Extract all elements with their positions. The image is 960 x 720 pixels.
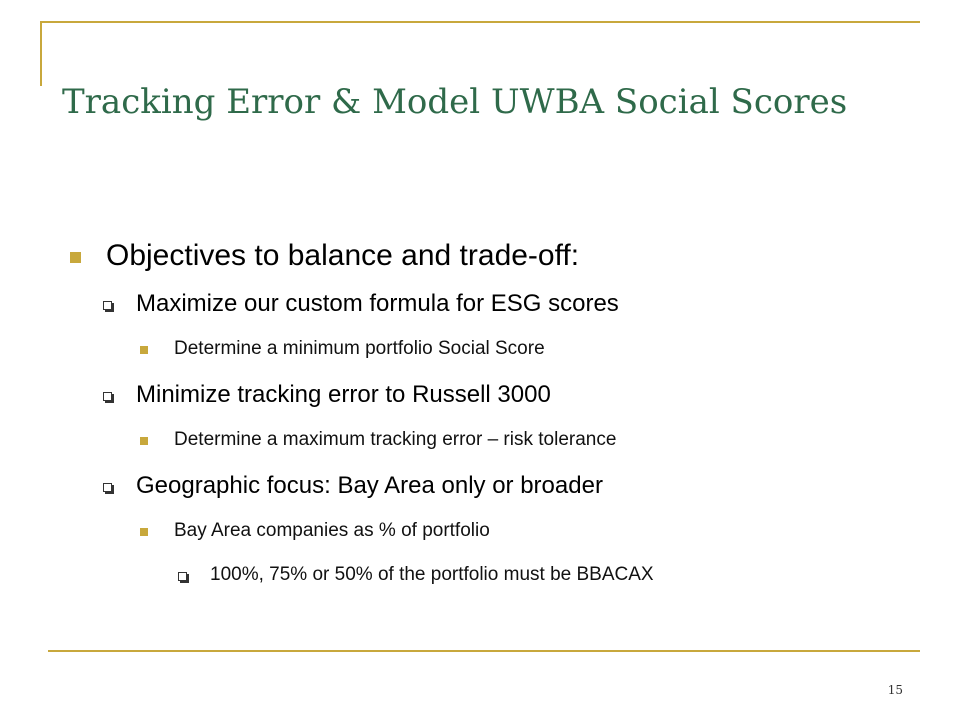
bullet-item	[60, 557, 920, 597]
slide-title: Tracking Error & Model UWBA Social Scores	[62, 82, 848, 122]
bullet-item	[60, 422, 920, 466]
bullet-text: Maximize our custom formula for ESG scores	[136, 290, 619, 317]
bullet-item	[60, 331, 920, 375]
bullet-text: Determine a minimum portfolio Social Score	[174, 338, 545, 359]
bullet-item	[60, 284, 920, 331]
bottom-divider	[48, 650, 920, 652]
gold-square-bullet-icon	[70, 252, 81, 263]
bullet-text: 100%, 75% or 50% of the portfolio must be BBACAX	[210, 564, 654, 585]
bullet-text: Bay Area companies as % of portfolio	[174, 520, 490, 541]
top-divider	[40, 21, 920, 23]
bullet-item	[60, 375, 920, 422]
left-divider	[40, 21, 42, 86]
page-number: 15	[887, 683, 903, 697]
bullet-text: Geographic focus: Bay Area only or broader	[136, 472, 603, 499]
bullet-item	[60, 513, 920, 557]
small-gold-square-bullet-icon	[140, 346, 148, 354]
bullet-item	[60, 466, 920, 513]
bullet-text: Objectives to balance and trade-off:	[106, 239, 580, 272]
hollow-square-bullet-icon	[103, 483, 112, 492]
hollow-square-bullet-icon	[103, 301, 112, 310]
hollow-square-bullet-icon	[178, 572, 187, 581]
bullet-text: Minimize tracking error to Russell 3000	[136, 381, 551, 408]
bullet-item	[60, 236, 920, 284]
hollow-square-bullet-icon	[103, 392, 112, 401]
bullet-text: Determine a maximum tracking error – risk tolerance	[174, 429, 617, 450]
small-gold-square-bullet-icon	[140, 437, 148, 445]
small-gold-square-bullet-icon	[140, 528, 148, 536]
bullet-list	[60, 236, 920, 597]
